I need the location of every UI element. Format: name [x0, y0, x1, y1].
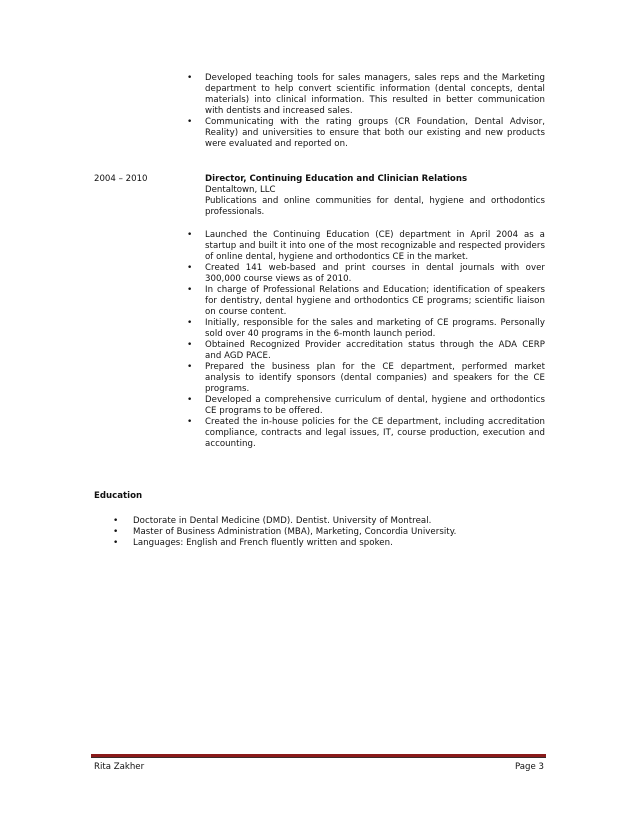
education-item — [113, 538, 533, 549]
bullet-text: • Communicating with the rating groups (CR Foundation, Dental Advisor, Reality) and universities to ensure that both our existing and new products were evaluated and reported on. — [205, 117, 545, 149]
bullet-item — [187, 417, 545, 450]
bullet-item — [187, 285, 545, 318]
bullet-item — [187, 362, 545, 395]
education-list — [113, 516, 533, 549]
bullet-item — [187, 73, 545, 117]
bullet-text: • In charge of Professional Relations and Education; identification of speakers for dentistry, dental hygiene and orthodontics CE programs; scientific liaison on course content. — [205, 285, 545, 317]
footer-divider-dark — [91, 757, 546, 758]
previous-role-bullets — [187, 73, 545, 150]
job-description: Publications and online communities for dental, hygiene and orthodontics professionals. — [205, 196, 545, 217]
footer-author-name: Rita Zakher — [94, 762, 145, 772]
education-text: • Master of Business Administration (MBA), Marketing, Concordia University. — [133, 527, 457, 537]
bullet-item — [187, 340, 545, 362]
bullet-text: • Developed a comprehensive curriculum of dental, hygiene and orthodontics CE programs to be offered. — [205, 395, 545, 416]
bullet-text: • Created the in-house policies for the CE department, including accreditation compliance, contracts and legal issues, IT, course production, execution and accounting. — [205, 417, 545, 449]
bullet-item — [187, 117, 545, 150]
bullet-text: • Launched the Continuing Education (CE) department in April 2004 as a startup and built it into one of the most recognizable and respected providers of online dental, hygiene and orthodontics CE in the market. — [205, 230, 545, 262]
education-item — [113, 516, 533, 527]
bullet-text: • Initially, responsible for the sales and marketing of CE programs. Personally sold over 40 programs in the 6-month launch period. — [205, 318, 545, 339]
education-text: • Doctorate in Dental Medicine (DMD). Dentist. University of Montreal. — [133, 516, 432, 526]
footer-divider — [91, 754, 546, 758]
footer-page-number: Page 3 — [514, 762, 544, 772]
job-bullets — [187, 230, 545, 450]
bullet-text: • Created 141 web-based and print courses in dental journals with over 300,000 course views as of 2010. — [205, 263, 545, 284]
bullet-item — [187, 230, 545, 263]
bullet-item — [187, 263, 545, 285]
bullet-item — [187, 318, 545, 340]
job-title: Director, Continuing Education and Clinician Relations — [205, 174, 468, 184]
job-dates: 2004 – 2010 — [94, 174, 148, 184]
bullet-text: • Prepared the business plan for the CE department, performed market analysis to identify sponsors (dental companies) and speakers for the CE programs. — [205, 362, 545, 394]
education-heading: Education — [94, 491, 143, 501]
bullet-text: • Developed teaching tools for sales managers, sales reps and the Marketing department to help convert scientific information (dental concepts, dental materials) into clinical information. This resulted in better communication with dentists and increased sales. — [205, 73, 545, 116]
bullet-item — [187, 395, 545, 417]
job-company: Dentaltown, LLC — [205, 185, 276, 195]
education-text: • Languages: English and French fluently written and spoken. — [133, 538, 393, 548]
education-item — [113, 527, 533, 538]
job-header — [205, 174, 545, 218]
bullet-text: • Obtained Recognized Provider accreditation status through the ADA CERP and AGD PACE. — [205, 340, 545, 361]
